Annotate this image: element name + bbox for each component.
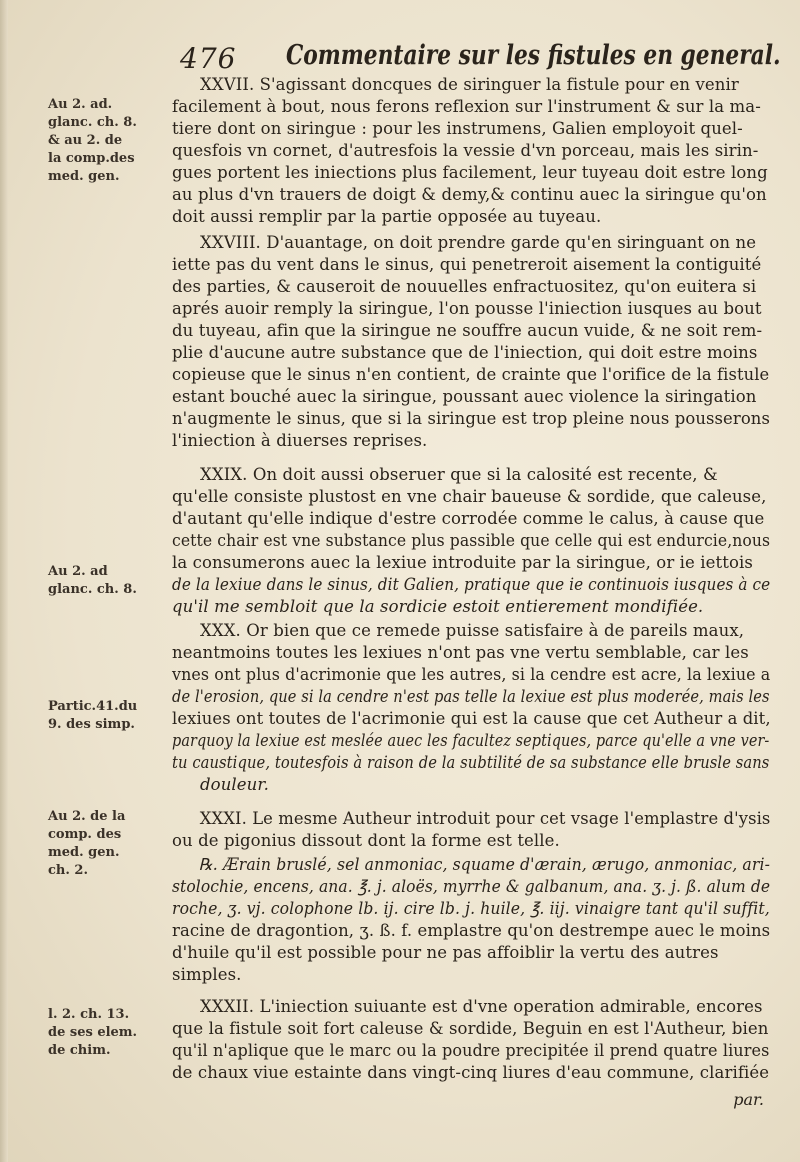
margin-note-line: med. gen.	[48, 169, 120, 184]
text-line: stolochie, encens, ana. ℥. j. aloës, myrrhe & galbanum, ana. ʒ. j. ß. alum de	[172, 877, 771, 896]
text-line: la consumerons auec la lexiue introduite par la siringue, or ie iettois	[172, 553, 753, 572]
text-line: qu'il n'aplique que le marc ou la poudre precipitée il prend quatre liures	[172, 1041, 770, 1060]
running-title: Commentaire sur les fistules en general.	[286, 40, 781, 71]
text-line: d'huile qu'il est possible pour ne pas affoiblir la vertu des autres	[172, 943, 719, 962]
text-line: cette chair est vne substance plus passible que celle qui est endurcie,nous	[172, 531, 771, 550]
text-line: simples.	[172, 965, 242, 984]
text-line: qu'elle consiste plustost en vne chair baueuse & sordide, que caleuse,	[172, 487, 767, 506]
margin-note	[48, 1006, 168, 1060]
text-line: neantmoins toutes les lexiues n'ont pas vne vertu semblable, car les	[172, 643, 749, 662]
page-binding-edge	[0, 0, 8, 1162]
text-line: XXXI. Le mesme Autheur introduit pour cet vsage l'emplastre d'ysis	[199, 809, 771, 828]
text-line: racine de dragontion, ʒ. ß. f. emplastre qu'on destrempe auec le moins	[172, 921, 771, 940]
text-line: plie d'aucune autre substance que de l'iniection, qui doit estre moins	[172, 343, 758, 362]
text-line: aprés auoir remply la siringue, l'on pousse l'iniection iusques au bout	[172, 299, 762, 318]
text-line: parquoy la lexiue est meslée auec les facultez septiques, parce qu'elle a vne ver-	[172, 731, 770, 750]
text-line: d'autant qu'elle indique d'estre corrodée comme le calus, à cause que	[172, 509, 765, 528]
margin-note	[48, 96, 168, 186]
text-line: de la lexiue dans le sinus, dit Galien, pratique que ie continuois iusques à ce	[172, 575, 771, 594]
text-line: n'augmente le sinus, que si la siringue est trop pleine nous pousserons	[172, 409, 771, 428]
text-line: que la fistule soit fort caleuse & sordide, Beguin en est l'Autheur, bien	[172, 1019, 769, 1038]
text-line: l'iniection à diuerses reprises.	[172, 431, 428, 450]
text-line: au plus d'vn trauers de doigt & demy,& continu auec la siringue qu'on	[172, 185, 767, 204]
text-line: vnes ont plus d'acrimonie que les autres, si la cendre est acre, la lexiue a	[172, 665, 771, 684]
text-line: quesfois vn cornet, d'autresfois la vessie d'vn porceau, mais les sirin-	[172, 141, 759, 160]
margin-note-line: de chim.	[48, 1043, 111, 1058]
catchword: par.	[733, 1090, 764, 1109]
text-line: XXX. Or bien que ce remede puisse satisfaire à de pareils maux,	[200, 621, 745, 640]
text-line: facilement à bout, nous ferons reflexion sur l'instrument & sur la ma-	[172, 97, 761, 116]
text-line: XXIX. On doit aussi obseruer que si la calosité est recente, &	[200, 465, 718, 484]
text-line: de chaux viue estainte dans vingt-cinq liures d'eau commune, clarifiée	[172, 1063, 770, 1082]
margin-note-line: glanc. ch. 8.	[48, 115, 137, 130]
text-line: XXXII. L'iniection suiuante est d'vne operation admirable, encores	[200, 997, 763, 1016]
margin-note-line: glanc. ch. 8.	[48, 582, 137, 597]
text-line: gues portent les iniections plus facilement, leur tuyeau doit estre long	[172, 163, 768, 182]
margin-note-line: comp. des	[48, 827, 122, 842]
text-line: du tuyeau, afin que la siringue ne souffre aucun vuide, & ne soit rem-	[172, 321, 763, 340]
text-line: roche, ʒ. vj. colophone lb. ij. cire lb. j. huile, ℥. iij. vinaigre tant qu'il suffit,	[172, 899, 770, 918]
text-line: tu caustique, toutesfois à raison de la subtilité de sa substance elle brusle sans	[172, 753, 770, 772]
text-line: iette pas du vent dans le sinus, qui penetreroit aisement la contiguité	[172, 255, 762, 274]
page-number: 476	[180, 42, 237, 75]
text-line: qu'il me sembloit que la sordicie estoit entierement mondifiée.	[172, 597, 704, 616]
margin-note-line: la comp.des	[48, 151, 135, 166]
margin-note	[48, 563, 168, 599]
margin-note-line: & au 2. de	[48, 133, 123, 148]
margin-note-line: 9. des simp.	[48, 717, 135, 732]
text-line: des parties, & causeroit de nouuelles enfractuositez, qu'on euitera si	[172, 277, 757, 296]
margin-note-line: Au 2. ad	[48, 564, 108, 579]
margin-note-line: Au 2. de la	[48, 809, 126, 824]
text-line: copieuse que le sinus n'en contient, de crainte que l'orifice de la fistule	[172, 365, 770, 384]
text-line: doit aussi remplir par la partie opposée au tuyeau.	[172, 207, 602, 226]
text-line: XXVII. S'agissant doncques de siringuer la fistule pour en venir	[200, 75, 739, 94]
text-line: de l'erosion, que si la cendre n'est pas telle la lexiue est plus moderée, mais les	[172, 687, 770, 706]
margin-note-line: de ses elem.	[48, 1025, 138, 1040]
margin-note-line: Partic.41.du	[48, 699, 138, 714]
text-line: ou de pigonius dissout dont la forme est telle.	[172, 831, 560, 850]
margin-note	[48, 808, 168, 880]
margin-note-line: l. 2. ch. 13.	[48, 1007, 130, 1022]
margin-note-line: ch. 2.	[48, 863, 88, 878]
text-line: XXVIII. D'auantage, on doit prendre garde qu'en siringuant on ne	[200, 233, 757, 252]
margin-note	[48, 698, 168, 734]
margin-note-line: Au 2. ad.	[48, 97, 113, 112]
text-line: tiere dont on siringue : pour les instrumens, Galien employoit quel-	[172, 119, 743, 138]
text-line: estant bouché auec la siringue, poussant auec violence la siringation	[172, 387, 757, 406]
margin-note-line: med. gen.	[48, 845, 120, 860]
text-line: douleur.	[200, 775, 269, 794]
text-line: lexiues ont toutes de l'acrimonie qui est la cause que cet Autheur a dit,	[172, 709, 771, 728]
text-line: ℞. Ærain bruslé, sel anmoniac, squame d'ærain, ærugo, anmoniac, ari-	[198, 855, 770, 874]
